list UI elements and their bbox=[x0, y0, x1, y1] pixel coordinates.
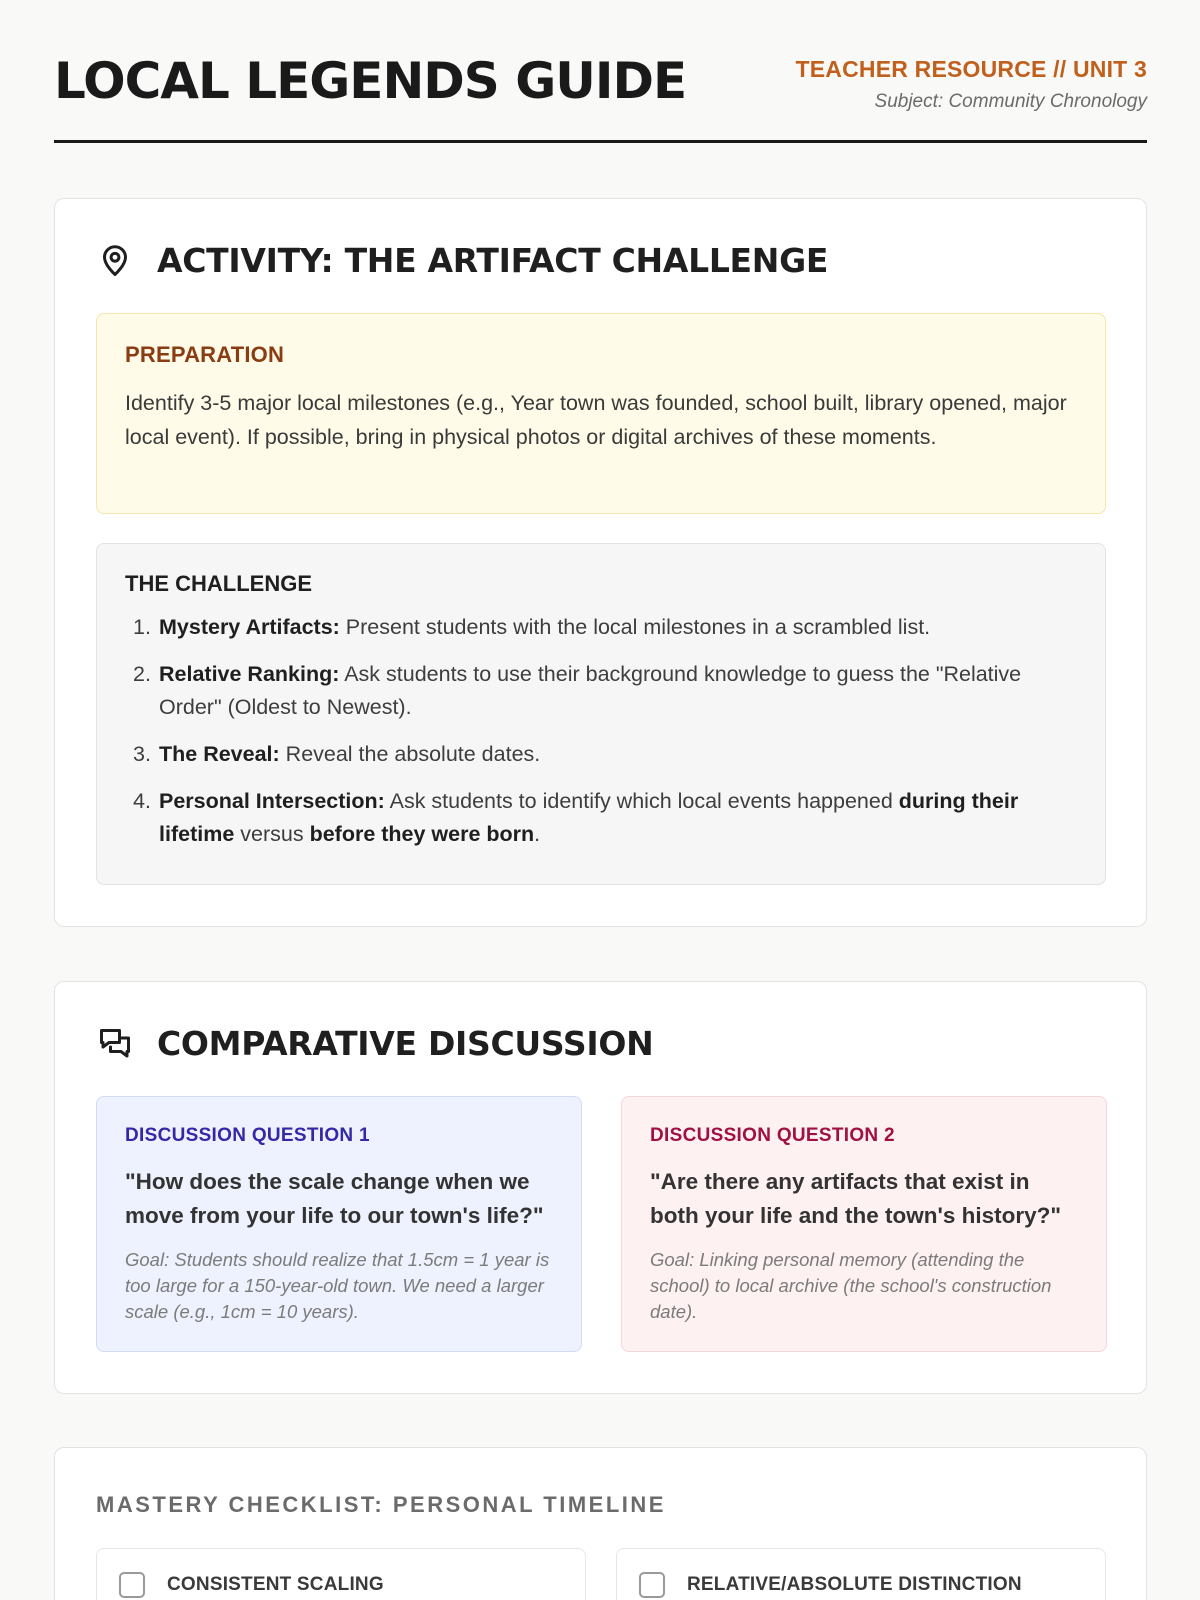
step-text: . bbox=[534, 822, 541, 846]
challenge-title: THE CHALLENGE bbox=[125, 571, 312, 596]
question-label: DISCUSSION QUESTION 1 bbox=[125, 1125, 370, 1146]
map-pin-icon bbox=[97, 243, 133, 279]
checkbox[interactable] bbox=[639, 1572, 665, 1598]
step-number: 2. bbox=[133, 662, 151, 686]
challenge-steps bbox=[125, 611, 1077, 851]
page-header bbox=[54, 0, 1147, 143]
question-label: DISCUSSION QUESTION 2 bbox=[650, 1125, 895, 1146]
question-goal: Goal: Linking personal memory (attending the school) to local archive (the school's construction date). bbox=[650, 1249, 1052, 1322]
step-text: Ask students to identify which local events happened bbox=[384, 789, 899, 813]
preparation-box bbox=[96, 313, 1106, 514]
challenge-step bbox=[125, 658, 1077, 724]
step-text: versus bbox=[234, 822, 310, 846]
mastery-checklist-card bbox=[54, 1447, 1147, 1600]
page-title: LOCAL LEGENDS GUIDE bbox=[54, 52, 687, 110]
checklist-title: MASTERY CHECKLIST: PERSONAL TIMELINE bbox=[96, 1492, 666, 1517]
step-number: 1. bbox=[133, 615, 151, 639]
challenge-step bbox=[125, 611, 1077, 644]
checklist-item[interactable] bbox=[616, 1548, 1106, 1600]
challenge-step bbox=[125, 785, 1077, 851]
chat-bubbles-icon bbox=[97, 1026, 133, 1062]
discussion-question-2 bbox=[621, 1096, 1107, 1352]
step-emphasis: before they were born bbox=[309, 822, 535, 846]
challenge-step bbox=[125, 738, 1077, 771]
question-goal: Goal: Students should realize that 1.5cm = 1 year is too large for a 150-year-old town. We need a larger scale (e.g., 1cm = 10 years). bbox=[125, 1249, 550, 1322]
subject-line: Subject: Community Chronology bbox=[874, 91, 1147, 112]
discussion-card bbox=[54, 981, 1147, 1394]
preparation-text: Identify 3-5 major local milestones (e.g., Year town was founded, school built, library opened, major local event). If possible, bring in physical photos or digital archives of these moments. bbox=[125, 391, 1067, 449]
step-text: Ask students to use their background knowledge to guess the "Relative Order" (Oldest to Newest). bbox=[159, 662, 1022, 719]
discussion-question-1 bbox=[96, 1096, 582, 1352]
activity-heading bbox=[97, 241, 828, 280]
checkbox[interactable] bbox=[119, 1572, 145, 1598]
resource-label: TEACHER RESOURCE // UNIT 3 bbox=[795, 56, 1147, 82]
step-text: Present students with the local milestones in a scrambled list. bbox=[339, 615, 931, 639]
activity-title: ACTIVITY: THE ARTIFACT CHALLENGE bbox=[157, 241, 829, 280]
step-emphasis: during their lifetime bbox=[159, 789, 1019, 846]
step-text: Reveal the absolute dates. bbox=[279, 742, 541, 766]
challenge-box bbox=[96, 543, 1106, 885]
preparation-title: PREPARATION bbox=[125, 342, 285, 367]
step-number: 4. bbox=[133, 789, 151, 813]
checklist-item-label: RELATIVE/ABSOLUTE DISTINCTION bbox=[687, 1574, 1022, 1595]
step-term: Personal Intersection: bbox=[159, 789, 385, 813]
header-meta bbox=[795, 56, 1147, 113]
discussion-heading bbox=[97, 1024, 653, 1063]
step-term: The Reveal: bbox=[159, 742, 280, 766]
question-quote: "Are there any artifacts that exist in both your life and the town's history?" bbox=[650, 1169, 1062, 1228]
discussion-title: COMPARATIVE DISCUSSION bbox=[157, 1024, 654, 1063]
step-number: 3. bbox=[133, 742, 151, 766]
checklist-item-label: CONSISTENT SCALING bbox=[167, 1574, 384, 1595]
step-term: Relative Ranking: bbox=[159, 662, 340, 686]
question-quote: "How does the scale change when we move from your life to our town's life?" bbox=[125, 1169, 544, 1228]
activity-card bbox=[54, 198, 1147, 927]
checklist-item[interactable] bbox=[96, 1548, 586, 1600]
step-term: Mystery Artifacts: bbox=[159, 615, 340, 639]
